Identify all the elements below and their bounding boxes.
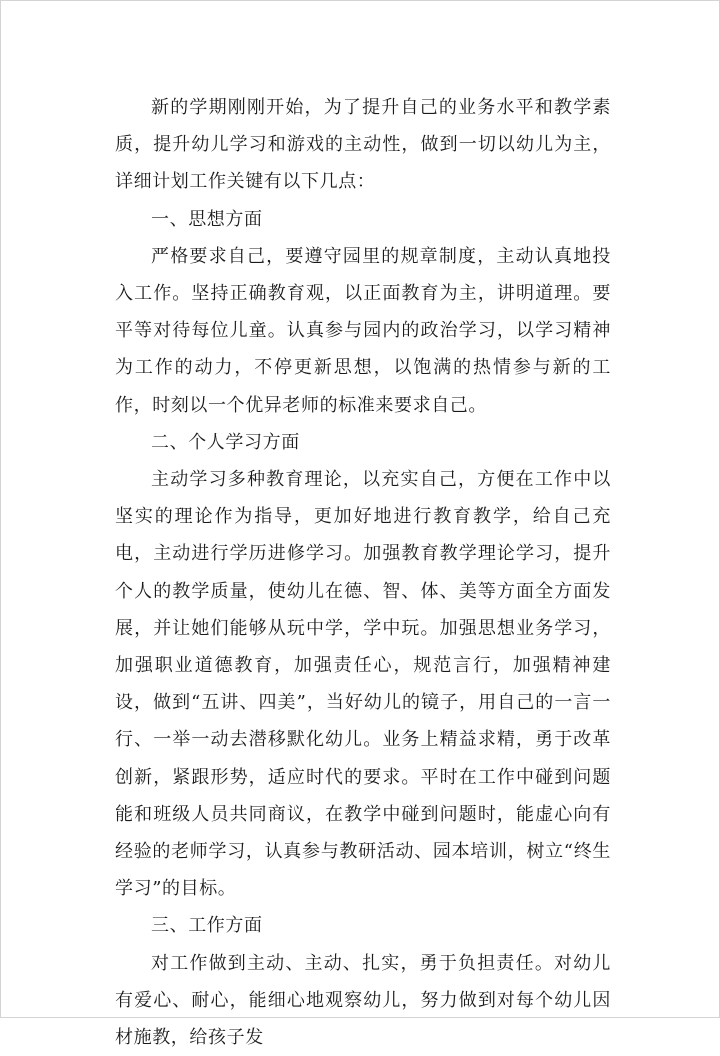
section-heading-study: 二、个人学习方面 xyxy=(151,431,300,453)
section-heading-work: 三、工作方面 xyxy=(151,915,263,937)
section-body-study: 主动学习多种教育理论，以充实自己，方便在工作中以坚实的理论作为指导，更加好地进行教育教学，给自己充电，主动进行学历进修学习。加强教育教学理论学习，提升个人的教学质量，使幼儿在德、智、体、美等方面全方面发展，并让她们能够从玩中学，学中玩。加强思想业务学习，加强职业道德教育，加强责任心，规范言行，加强精神建设，做到“五讲、四美”，当好幼儿的镜子，用自己的一言一行、一举一动去潜移默化幼儿。业务上精益求精，勇于改革创新，紧跟形势，适应时代的要求。平时在工作中碰到问题能和班级人员共同商议，在教学中碰到问题时，能虚心向有经验的老师学习，认真参与教研活动、园本培训，树立“终生学习”的目标。 xyxy=(115,469,611,900)
intro-paragraph: 新的学期刚刚开始，为了提升自己的业务水平和教学素质，提升幼儿学习和游戏的主动性，做到一切以幼儿为主，详细计划工作关键有以下几点： xyxy=(115,97,611,193)
section-body-thought: 严格要求自己，要遵守园里的规章制度，主动认真地投入工作。坚持正确教育观，以正面教育为主，讲明道理。要平等对待每位儿童。认真参与园内的政治学习，以学习精神为工作的动力，不停更新思想，以饱满的热情参与新的工作，时刻以一个优异老师的标准来要求自己。 xyxy=(115,245,611,416)
section-body-work: 对工作做到主动、主动、扎实，勇于负担责任。对幼儿有爱心、耐心，能细心地观察幼儿，努力做到对每个幼儿因材施教，给孩子发 xyxy=(115,952,611,1049)
document-body xyxy=(115,89,611,1056)
section-heading-thought: 一、思想方面 xyxy=(151,208,263,230)
